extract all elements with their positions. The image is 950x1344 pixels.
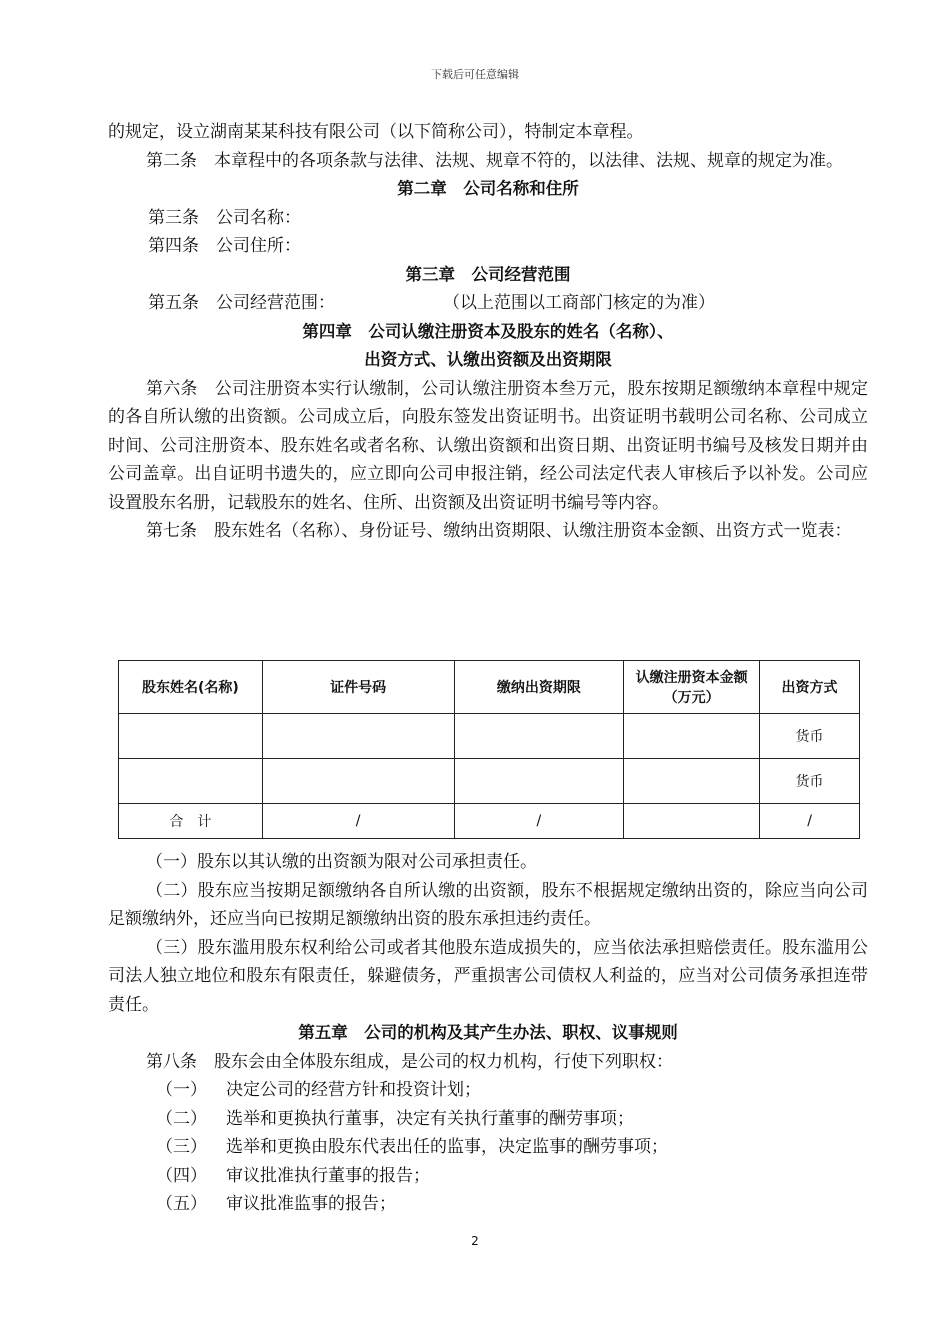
document-body-continued bbox=[108, 848, 868, 1219]
list-item-text: 审议批准执行董事的报告； bbox=[226, 1165, 430, 1186]
intro-continuation: 的规定，设立湖南某某科技有限公司（以下简称公司），特制定本章程。 bbox=[108, 122, 644, 142]
article-3: 第三条 公司名称： bbox=[148, 207, 301, 228]
list-item-number: （一） bbox=[156, 1080, 207, 1100]
page-number: 2 bbox=[471, 1234, 479, 1248]
list-item-text: 选举和更换由股东代表出任的监事，决定监事的酬劳事项； bbox=[226, 1137, 668, 1157]
column-header-contribution-method: 出资方式 bbox=[760, 661, 860, 714]
liability-item-3: （三）股东滥用股东权利给公司或者其他股东造成损失的，应当依法承担赔偿责任。股东滥用公司法人独立地位和股东有限责任，躲避债务，严重损害公司债权人利益的，应当对公司债务承担连带责任。 bbox=[108, 937, 868, 1015]
table-cell bbox=[119, 759, 263, 804]
article-5-label: 第五条 公司经营范围： bbox=[148, 293, 335, 313]
liability-item-2: （二）股东应当按期足额缴纳各自所认缴的出资额，股东不根据规定缴纳出资的，除应当向公司足额缴纳外，还应当向已按期足额缴纳出资的股东承担违约责任。 bbox=[108, 880, 868, 929]
table-cell bbox=[454, 759, 624, 804]
table-cell: / bbox=[454, 804, 624, 839]
chapter-3-title: 第三章 公司经营范围 bbox=[405, 264, 571, 284]
list-item-number: （五） bbox=[156, 1194, 207, 1214]
list-item-text: 选举和更换执行董事，决定有关执行董事的酬劳事项； bbox=[226, 1108, 634, 1129]
table-row bbox=[119, 714, 860, 759]
table-row bbox=[119, 759, 860, 804]
chapter-5-title: 第五章 公司的机构及其产生办法、职权、议事规则 bbox=[298, 1023, 678, 1042]
list-item-number: （二） bbox=[156, 1108, 207, 1129]
list-item bbox=[108, 1105, 868, 1134]
list-item-text: 决定公司的经营方针和投资计划； bbox=[226, 1080, 481, 1100]
table-cell: 货币 bbox=[760, 714, 860, 759]
liability-item-1: （一）股东以其认缴的出资额为限对公司承担责任。 bbox=[146, 852, 537, 872]
list-item-text: 审议批准监事的报告； bbox=[226, 1194, 396, 1214]
list-item bbox=[108, 1190, 868, 1219]
column-header-id-number: 证件号码 bbox=[262, 661, 454, 714]
table-cell bbox=[624, 714, 760, 759]
table-cell: 货币 bbox=[760, 759, 860, 804]
list-item bbox=[108, 1076, 868, 1105]
article-8: 第八条 股东会由全体股东组成，是公司的权力机构，行使下列职权： bbox=[146, 1051, 673, 1072]
chapter-4-title-line1: 第四章 公司认缴注册资本及股东的姓名（名称）、 bbox=[302, 321, 674, 341]
list-item bbox=[108, 1162, 868, 1191]
chapter-2-title: 第二章 公司名称和住所 bbox=[397, 179, 579, 198]
table-cell bbox=[454, 714, 624, 759]
list-item-number: （三） bbox=[156, 1137, 207, 1157]
column-header-shareholder-name: 股东姓名(名称) bbox=[119, 661, 263, 714]
table-total-row bbox=[119, 804, 860, 839]
table-cell bbox=[119, 714, 263, 759]
shareholder-table bbox=[118, 660, 860, 839]
total-label: 合 计 bbox=[119, 804, 263, 839]
table-cell: / bbox=[760, 804, 860, 839]
page-header: 下载后可任意编辑 bbox=[431, 68, 519, 81]
table-cell bbox=[262, 714, 454, 759]
article-7: 第七条 股东姓名（名称）、身份证号、缴纳出资期限、认缴注册资本金额、出资方式一览表： bbox=[146, 521, 852, 541]
column-header-subscribed-capital: 认缴注册资本金额（万元） bbox=[624, 661, 760, 714]
table-cell: / bbox=[262, 804, 454, 839]
article-4: 第四条 公司住所： bbox=[148, 236, 301, 256]
list-item bbox=[108, 1133, 868, 1162]
column-header-payment-deadline: 缴纳出资期限 bbox=[454, 661, 624, 714]
article-5-note: （以上范围以工商部门核定的为准） bbox=[443, 293, 715, 313]
article-5 bbox=[108, 289, 868, 318]
article-6: 第六条 公司注册资本实行认缴制，公司认缴注册资本叁万元，股东按期足额缴纳本章程中规定的各自所认缴的出资额。公司成立后，向股东签发出资证明书。出资证明书载明公司名称、公司成立时间、公司注册资本、股东姓名或者名称、认缴出资额和出资日期、出资证明书编号及核发日期并由公司盖章。出自证明书遗失的，应立即向公司申报注销，经公司法定代表人审核后予以补发。公司应设置股东名册，记载股东的姓名、住所、出资额及出资证明书编号等内容。 bbox=[108, 378, 868, 513]
table-cell bbox=[262, 759, 454, 804]
chapter-4-title-line2: 出资方式、认缴出资额及出资期限 bbox=[364, 350, 612, 369]
table-header-row bbox=[119, 661, 860, 714]
table-cell bbox=[624, 804, 760, 839]
article-2: 第二条 本章程中的各项条款与法律、法规、规章不符的，以法律、法规、规章的规定为准。 bbox=[146, 150, 843, 171]
list-item-number: （四） bbox=[156, 1165, 207, 1186]
document-body bbox=[108, 118, 868, 546]
table-cell bbox=[624, 759, 760, 804]
